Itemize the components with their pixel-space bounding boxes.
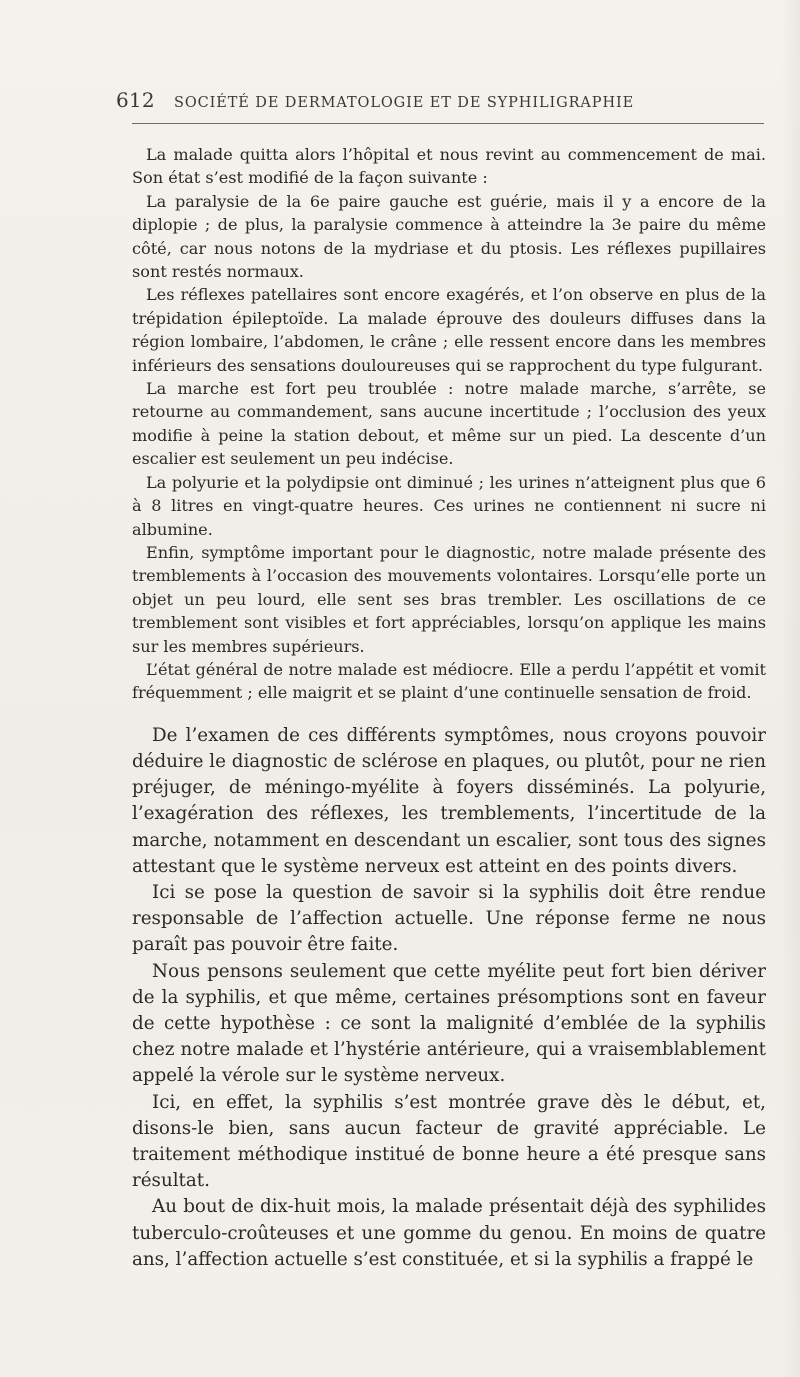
header-rule <box>132 123 764 124</box>
scan-edge-shadow <box>782 0 800 1377</box>
discussion-paragraph: Nous pensons seulement que cette myélite peut fort bien dériver de la syphilis, et que même, certaines présomptions sont en faveur de cette hypothèse : ce sont la malignité d’emblée de la syphilis chez notre malade et l’hystérie antérieure, qui a vraisemblablement appelé la vérole sur le système nerveux. <box>132 960 766 1087</box>
discussion-paragraph: Ici, en effet, la syphilis s’est montrée grave dès le début, et, disons-le bien, sans aucun facteur de gravité appréciable. Le traitement méthodique institué de bonne heure a été presque sans résultat. <box>132 1091 766 1192</box>
discussion-paragraph: Ici se pose la question de savoir si la syphilis doit être rendue responsable de l’affection actuelle. Une réponse ferme ne nous paraît pas pouvoir être faite. <box>132 881 766 956</box>
discussion-section <box>132 723 766 1273</box>
case-paragraph: La marche est fort peu troublée : notre malade marche, s’arrête, se retourne au commandement, sans aucune incertitude ; l’occlusion des yeux modifie à peine la station debout, et même sur un pied. La descente d’un escalier est seulement un peu indécise. <box>132 379 766 469</box>
case-paragraph: La polyurie et la polydipsie ont diminué ; les urines n’atteignent plus que 6 à 8 litres en vingt-quatre heures. Ces urines ne contiennent ni sucre ni albumine. <box>132 472 766 539</box>
page-header <box>116 86 764 112</box>
case-paragraph: Enfin, symptôme important pour le diagnostic, notre malade présente des tremblements à l’occasion des mouvements volontaires. Lorsqu’elle porte un objet un peu lourd, elle sent ses bras trembler. Les oscillations de ce tremblement sont visibles et fort appréciables, lorsqu’on applique les mains sur les membres supérieurs. <box>132 542 766 656</box>
running-head: SOCIÉTÉ DE DERMATOLOGIE ET DE SYPHILIGRAPHIE <box>174 95 635 111</box>
page-content <box>132 143 766 1273</box>
page-number: 612 <box>116 88 155 112</box>
case-paragraph: L’état général de notre malade est médiocre. Elle a perdu l’appétit et vomit fréquemment ; elle maigrit et se plaint d’une continuelle sensation de froid. <box>132 659 766 703</box>
section-gap <box>132 705 766 723</box>
case-paragraph: La paralysie de la 6e paire gauche est guérie, mais il y a encore de la diplopie ; de plus, la paralysie commence à atteindre la 3e paire du même côté, car nous notons de la mydriase et du ptosis. Les réflexes pupillaires sont restés normaux. <box>132 191 766 282</box>
discussion-paragraph: Au bout de dix-huit mois, la malade présentait déjà des syphilides tuberculo-croûteuses et une gomme du genou. En moins de quatre ans, l’affection actuelle s’est constituée, et si la syphilis a frappé le <box>132 1196 766 1270</box>
case-paragraph: La malade quitta alors l’hôpital et nous revint au commencement de mai. Son état s’est modifié de la façon suivante : <box>132 145 766 188</box>
case-paragraph: Les réflexes patellaires sont encore exagérés, et l’on observe en plus de la trépidation épileptoïde. La malade éprouve des douleurs diffuses dans la région lombaire, l’abdomen, le crâne ; elle ressent encore dans les membres inférieurs des sensations douloureuses qui se rapprochent du type fulgurant. <box>132 285 766 375</box>
case-observation-section <box>132 143 766 705</box>
discussion-paragraph: De l’examen de ces différents symptômes, nous croyons pouvoir déduire le diagnostic de sclérose en plaques, ou plutôt, pour ne rien préjuger, de méningo-myélite à foyers disséminés. La polyurie, l’exagération des réflexes, les tremblements, l’incertitude de la marche, notamment en descendant un escalier, sont tous des signes attestant que le système nerveux est atteint en des points divers. <box>132 724 766 877</box>
